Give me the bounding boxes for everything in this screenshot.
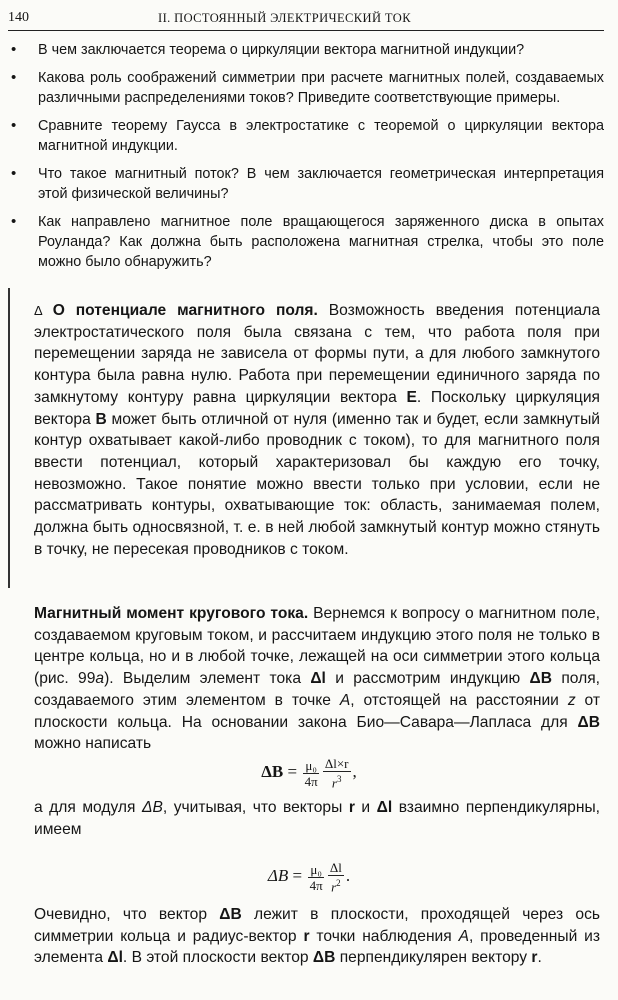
page-header xyxy=(8,8,604,31)
modulus-formula: ΔB = $\frac{\text{μ₀}}{4\pi}$ $\frac{\Delta l}{r^2}$ . xyxy=(267,860,351,895)
list-item: • Что такое магнитный поток? В чем заключается геометрическая интерпретация этой физической величины? xyxy=(11,165,604,202)
bullet-icon: • xyxy=(11,69,17,86)
biot-savart-formula: ΔB = $\frac{\text{μ₀}}{4\pi}$ $\frac{\Delta l\times r}{r^3}$ , xyxy=(261,756,357,791)
bullet-icon: • xyxy=(11,165,17,182)
potential-paragraph: Δ О потенциале магнитного поля. Возможность введения потенциала электростатического поля была связана с тем, что работа поля при перемещении заряда не зависела от формы пути, а для любого замкнутого контура была равна нулю. Работа при перемещении единичного заряда по замкнутому контуру равна циркуляции вектора E. Поскольку циркуляция вектора B может быть отличной от нуля (именно так и будет, если замкнутый контур охватывает какой-либо проводник с током), то для магнитного поля ввести потенциал, который характеризовал бы каждую его точку, невозможно. Такое понятие можно ввести только при условии, если не рассматривать контуры, охватывающие ток: область, занимаемая полем, должна быть односвязной, т. е. в ней любой замкнутый контур можно стянуть в точку, не пересекая проводников с током. xyxy=(34,302,601,558)
bullet-icon: • xyxy=(11,213,17,230)
list-item: • В чем заключается теорема о циркуляции вектора магнитной индукции? xyxy=(11,41,525,58)
bullet-icon: • xyxy=(11,41,17,58)
delta-marker-icon: Δ xyxy=(34,303,43,318)
page-number: 140 xyxy=(8,10,29,25)
list-item: • Сравните теорему Гаусса в электростатике с теоремой о циркуляции вектора магнитной индукции. xyxy=(11,117,604,154)
list-item: • Как направлено магнитное поле вращающегося заряженного диска в опытах Роуланда? Как должна быть расположена магнитная стрелка, чтобы это поле можно было обнаружить? xyxy=(11,213,604,270)
section-heading: Магнитный момент кругового тока. xyxy=(34,605,309,622)
review-questions-list xyxy=(8,40,604,280)
bullet-icon: • xyxy=(11,117,17,134)
list-item: • Какова роль соображений симметрии при расчете магнитных полей, создаваемых различными распределениями токов? Приведите соответствующие примеры. xyxy=(11,69,604,106)
modulus-paragraph: а для модуля ΔB, учитывая, что векторы r и Δl взаимно перпендикулярны, имеем xyxy=(34,799,600,838)
running-title: II. ПОСТОЯННЫЙ ЭЛЕКТРИЧЕСКИЙ ТОК xyxy=(158,11,411,25)
magnetic-moment-paragraph: Магнитный момент кругового тока. Вернемся к вопросу о магнитном поле, создаваемом круговым током, и рассчитаем индукцию этого поля не только в центре кольца, но и в любой точке, лежащей на оси симметрии этого кольца (рис. 99а). Выделим элемент тока Δl и рассмотрим индукцию ΔB поля, создаваемого этим элементом в точке A, отстоящей на расстоянии z от плоскости кольца. На основании закона Био—Савара—Лапласа для ΔB можно написать xyxy=(34,605,601,753)
conclusion-paragraph: Очевидно, что вектор ΔB лежит в плоскости, проходящей через ось симметрии кольца и радиус-вектор r точки наблюдения A, проведенный из элемента Δl. В этой плоскости вектор ΔB перпендикулярен вектору r. xyxy=(34,906,601,967)
section-heading: О потенциале магнитного поля. xyxy=(52,302,318,319)
